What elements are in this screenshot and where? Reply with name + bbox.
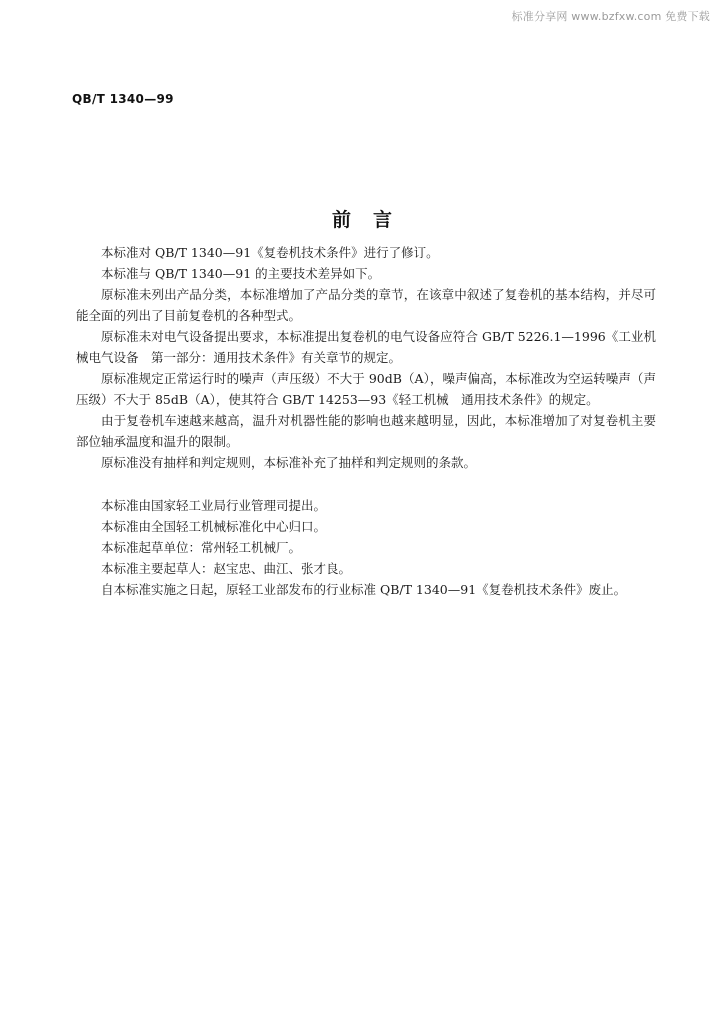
watermark-text: 标准分享网 www.bzfxw.com 免费下载 <box>511 10 710 23</box>
paragraph-sampling-rules: 原标准没有抽样和判定规则，本标准补充了抽样和判定规则的条款。 <box>101 455 477 470</box>
section-spacer <box>76 473 656 495</box>
paragraph-differences-intro: 本标准与 QB/T 1340—91 的主要技术差异如下。 <box>101 266 381 281</box>
paragraph-abolition: 自本标准实施之日起，原轻工业部发布的行业标准 QB/T 1340—91《复卷机技术条件》废止。 <box>101 582 627 597</box>
paragraph-revision-intro: 本标准对 QB/T 1340—91《复卷机技术条件》进行了修订。 <box>101 245 439 260</box>
document-body <box>76 242 656 600</box>
paragraph-noise-requirement: 原标准规定正常运行时的噪声（声压级）不大于 90dB（A），噪声偏高，本标准改为空运转噪声（声压级）不大于 85dB（A），使其符合 GB/T 14253—93《轻工机械 通用技术条件》的规定。 <box>76 371 656 407</box>
paragraph-proposed-by: 本标准由国家轻工业局行业管理司提出。 <box>101 498 327 513</box>
paragraph-drafters: 本标准主要起草人：赵宝忠、曲江、张才良。 <box>101 561 352 576</box>
paragraph-product-classification: 原标准未列出产品分类，本标准增加了产品分类的章节，在该章中叙述了复卷机的基本结构，并尽可能全面的列出了目前复卷机的各种型式。 <box>76 287 656 323</box>
paragraph-electrical-equipment: 原标准未对电气设备提出要求，本标准提出复卷机的电气设备应符合 GB/T 5226.1—1996《工业机械电气设备 第一部分：通用技术条件》有关章节的规定。 <box>76 329 656 365</box>
paragraph-centralized-by: 本标准由全国轻工机械标准化中心归口。 <box>101 519 327 534</box>
paragraph-drafting-unit: 本标准起草单位：常州轻工机械厂。 <box>101 540 302 555</box>
paragraph-bearing-temperature: 由于复卷机车速越来越高，温升对机器性能的影响也越来越明显，因此，本标准增加了对复卷机主要部位轴承温度和温升的限制。 <box>76 413 656 449</box>
standard-code: QB/T 1340—99 <box>72 92 174 106</box>
page-title: 前言 <box>331 209 414 231</box>
